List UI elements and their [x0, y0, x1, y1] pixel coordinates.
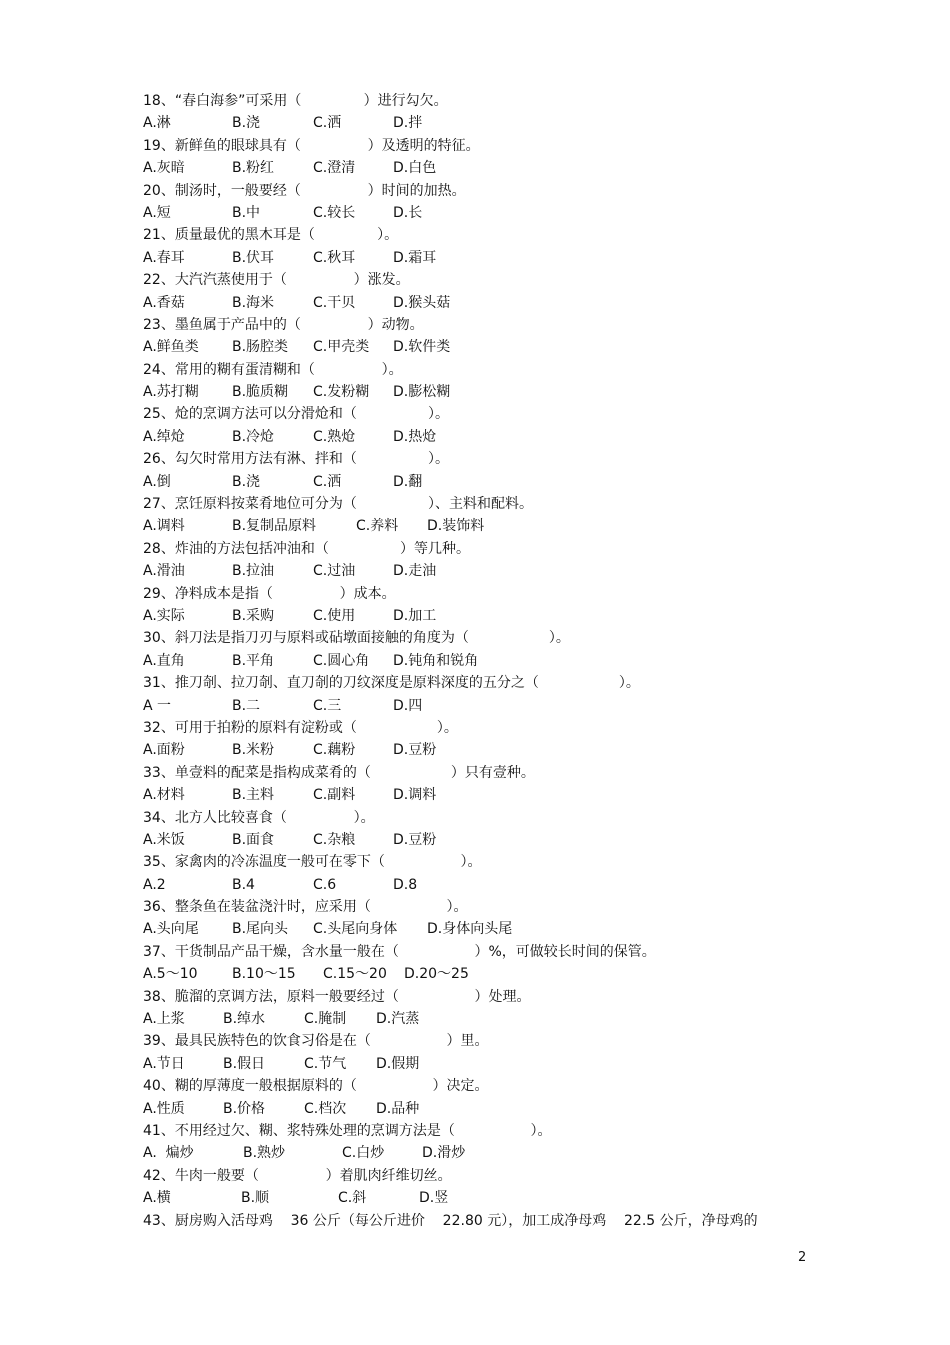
question-text: 32、可用于拍粉的原料有淀粉或（ ）。 [143, 719, 458, 736]
answer-option: D.白色 [393, 160, 437, 177]
answer-option: C.杂粮 [313, 831, 356, 848]
answer-option: A.5～10 [143, 966, 198, 983]
answer-option: D.钝角和锐角 [393, 652, 479, 669]
answer-option: B.冷炝 [232, 428, 275, 445]
answer-option: A.鲜鱼类 [143, 339, 199, 356]
answer-options [143, 381, 823, 403]
question-text: 27、烹饪原料按菜肴地位可分为（ ）、主料和配料。 [143, 496, 534, 513]
answer-option: B.浇 [232, 473, 261, 490]
answer-option: C.洒 [313, 473, 342, 490]
answer-option: D.拌 [393, 115, 423, 132]
answer-option: C.圆心角 [313, 652, 370, 669]
answer-option: B.绰水 [223, 1011, 266, 1028]
answer-option: A.米饭 [143, 831, 185, 848]
answer-option: A.直角 [143, 652, 185, 669]
answer-option: B.4 [232, 876, 255, 893]
answer-option: C.腌制 [304, 1011, 347, 1028]
answer-option: A.上浆 [143, 1011, 185, 1028]
answer-option: D.热炝 [393, 428, 437, 445]
answer-option: C.干贝 [313, 294, 356, 311]
answer-option: C.斜 [338, 1190, 367, 1207]
answer-option: B.尾向头 [232, 921, 289, 938]
answer-option: D.豆粉 [393, 742, 437, 759]
answer-options [143, 1187, 823, 1209]
answer-option: C.秋耳 [313, 249, 356, 266]
answer-option: D.品种 [376, 1100, 420, 1117]
answer-option: B.二 [232, 697, 261, 714]
answer-option: C.藕粉 [313, 742, 356, 759]
answer-options [143, 515, 823, 537]
answer-options [143, 336, 823, 358]
question-text: 22、大汽汽蒸使用于（ ）涨发。 [143, 272, 410, 289]
question-list [143, 90, 823, 1232]
answer-option: B.浇 [232, 115, 261, 132]
question-text: 29、净料成本是指（ ）成本。 [143, 585, 396, 602]
answer-options [143, 918, 823, 940]
answer-option: A 一 [143, 697, 172, 714]
answer-option: B.米粉 [232, 742, 275, 759]
answer-option: A.绰炝 [143, 428, 185, 445]
answer-option: C.养料 [356, 518, 399, 535]
answer-options [143, 1098, 823, 1120]
question-text: 21、质量最优的黑木耳是（ ）。 [143, 227, 399, 244]
question-text: 28、炸油的方法包括冲油和（ ）等几种。 [143, 540, 471, 557]
answer-option: C.6 [313, 876, 337, 893]
answer-option: B.伏耳 [232, 249, 275, 266]
question-text: 19、新鲜鱼的眼球具有（ ）及透明的特征。 [143, 137, 480, 154]
answer-option: A.调料 [143, 518, 185, 535]
answer-option: D.四 [393, 697, 423, 714]
question-text: 33、单壹料的配菜是指构成菜肴的（ ）只有壹种。 [143, 764, 535, 781]
answer-options [143, 695, 823, 717]
answer-options [143, 784, 823, 806]
answer-option: C.甲壳类 [313, 339, 370, 356]
answer-option: A.短 [143, 204, 171, 221]
answer-option: A.节日 [143, 1055, 185, 1072]
answer-options [143, 560, 823, 582]
answer-option: B.粉红 [232, 160, 275, 177]
answer-option: D.加工 [393, 607, 437, 624]
answer-option: B.主料 [232, 787, 275, 804]
question-text: 38、脆溜的烹调方法，原料一般要经过（ ）处理。 [143, 988, 531, 1005]
answer-option: B.熟炒 [243, 1145, 286, 1162]
question-text: 25、炝的烹调方法可以分滑炝和（ ）。 [143, 406, 450, 423]
answer-option: C.副料 [313, 787, 356, 804]
question-text: 36、整条鱼在装盆浇汁时，应采用（ ）。 [143, 899, 468, 916]
answer-option: B.平角 [232, 652, 275, 669]
answer-options [143, 1053, 823, 1075]
answer-option: D.身体向头尾 [427, 921, 513, 938]
answer-options [143, 1008, 823, 1030]
answer-options [143, 605, 823, 627]
answer-option: D.滑炒 [422, 1145, 466, 1162]
answer-option: A.香菇 [143, 294, 185, 311]
answer-options [143, 202, 823, 224]
answer-option: C.过油 [313, 563, 356, 580]
answer-option: B.海米 [232, 294, 275, 311]
answer-option: D.霜耳 [393, 249, 437, 266]
answer-option: C.洒 [313, 115, 342, 132]
question-text: 40、糊的厚薄度一般根据原料的（ ）决定。 [143, 1078, 489, 1095]
answer-option: B.复制品原料 [232, 518, 317, 535]
answer-option: C.白炒 [342, 1145, 385, 1162]
answer-option: D.8 [393, 876, 418, 893]
answer-option: A.实际 [143, 607, 185, 624]
answer-option: B.假日 [223, 1055, 266, 1072]
answer-option: D.装饰料 [427, 518, 485, 535]
answer-option: B.脆质糊 [232, 384, 289, 401]
answer-options [143, 157, 823, 179]
answer-options [143, 874, 823, 896]
answer-option: C.熟炝 [313, 428, 356, 445]
answer-option: D.豆粉 [393, 831, 437, 848]
answer-options [143, 1142, 823, 1164]
answer-options [143, 829, 823, 851]
answer-option: B.采购 [232, 607, 275, 624]
answer-option: A.苏打糊 [143, 384, 199, 401]
question-text: 26、勾欠时常用方法有淋、拌和（ ）。 [143, 451, 450, 468]
answer-option: A.滑油 [143, 563, 185, 580]
answer-option: D.长 [393, 204, 423, 221]
answer-option: D.竖 [419, 1190, 449, 1207]
answer-options [143, 426, 823, 448]
answer-option: D.膨松糊 [393, 384, 451, 401]
answer-option: A.性质 [143, 1100, 185, 1117]
answer-option: B.中 [232, 204, 261, 221]
answer-options [143, 292, 823, 314]
page-number: 2 [798, 1250, 807, 1265]
answer-options [143, 471, 823, 493]
answer-option: C.15～20 [323, 966, 387, 983]
question-text: 41、不用经过欠、糊、浆特殊处理的烹调方法是（ ）。 [143, 1122, 552, 1139]
answer-option: C.澄清 [313, 160, 356, 177]
answer-option: A.横 [143, 1190, 171, 1207]
question-text: 34、北方人比较喜食（ ）。 [143, 809, 375, 826]
question-text: 31、推刀剞、拉刀剞、直刀剞的刀纹深度是原料深度的五分之（ ）。 [143, 675, 640, 692]
answer-option: B.顺 [241, 1190, 270, 1207]
answer-options [143, 112, 823, 134]
answer-option: A.淋 [143, 115, 171, 132]
answer-option: D.汽蒸 [376, 1011, 420, 1028]
answer-option: B.价格 [223, 1100, 266, 1117]
answer-option: D.猴头菇 [393, 294, 451, 311]
answer-option: A.头向尾 [143, 921, 199, 938]
answer-option: A.面粉 [143, 742, 185, 759]
question-text: 18、“春白海参”可采用（ ）进行勾欠。 [143, 93, 448, 109]
question-text: 35、家禽肉的冷冻温度一般可在零下（ ）。 [143, 854, 482, 871]
answer-option: B.面食 [232, 831, 275, 848]
question-text: 43、厨房购入活母鸡 36 公斤（每公斤进价 22.80 元），加工成净母鸡 22.5 公斤，净母鸡的 [143, 1212, 758, 1229]
answer-option: D.翻 [393, 473, 423, 490]
answer-option: C.档次 [304, 1100, 347, 1117]
answer-option: D.走油 [393, 563, 437, 580]
answer-option: D.调料 [393, 787, 437, 804]
question-text: 37、干货制品产品干燥，含水量一般在（ ）%，可做较长时间的保管。 [143, 943, 656, 960]
answer-option: D.软件类 [393, 339, 451, 356]
answer-option: B.肠腔类 [232, 339, 289, 356]
question-text: 23、墨鱼属于产品中的（ ）动物。 [143, 316, 424, 333]
answer-option: C.较长 [313, 204, 356, 221]
answer-option: A.春耳 [143, 249, 185, 266]
answer-options [143, 963, 823, 985]
question-text: 24、常用的糊有蛋清糊和（ ）。 [143, 361, 403, 378]
answer-option: A.倒 [143, 473, 171, 490]
answer-options [143, 247, 823, 269]
answer-option: D.20～25 [404, 966, 469, 983]
answer-option: C.节气 [304, 1055, 347, 1072]
answer-option: C.三 [313, 697, 342, 714]
answer-option: C.发粉糊 [313, 384, 370, 401]
answer-option: B.拉油 [232, 563, 275, 580]
answer-option: A. 煸炒 [143, 1145, 194, 1162]
answer-option: A.材料 [143, 787, 185, 804]
answer-option: A.灰暗 [143, 160, 185, 177]
answer-option: B.10～15 [232, 966, 296, 983]
answer-option: C.头尾向身体 [313, 921, 398, 938]
question-text: 42、牛肉一般要（ ）着肌肉纤维切丝。 [143, 1167, 452, 1184]
question-text: 30、斜刀法是指刀刃与原料或砧墩面接触的角度为（ ）。 [143, 630, 570, 647]
question-text: 20、制汤时，一般要经（ ）时间的加热。 [143, 182, 466, 199]
answer-options [143, 739, 823, 761]
answer-option: D.假期 [376, 1055, 420, 1072]
answer-option: A.2 [143, 876, 166, 893]
question-text: 39、最具民族特色的饮食习俗是在（ ）里。 [143, 1033, 489, 1050]
answer-options [143, 650, 823, 672]
answer-option: C.使用 [313, 607, 356, 624]
